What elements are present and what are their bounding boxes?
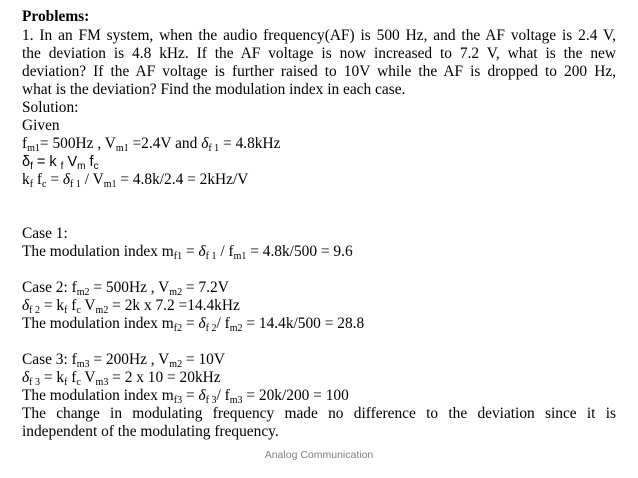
sensitivity-calc: $k_f$ $f_c = \delta_{f 1} / V_{m1} = 4.8k/2.4 = 2kHz/V$ [22,171,249,190]
footer-text: Analog Communication [264,449,374,461]
problems-heading: Problems: [22,8,90,25]
conclusion-line-2: independent of the modulating frequency. [22,423,279,440]
case3-deviation: $\delta_{f 3} = k_f$ $f_c$ $V_{m3} = 2$ x 10 = 20kHz [22,369,221,388]
problem-line-3: deviation? If the AF voltage is further raised to 10V while the AF is dropped to 200 Hz, [22,63,616,80]
case2-label: Case 2: $f_{m2} = 500Hz$ , $V_{m2} = 7.2V$ [22,279,229,298]
given-label: Given [22,117,60,134]
problem-line-1: 1. In an FM system, when the audio frequency(AF) is 500 Hz, and the AF voltage is 2.4 V, [22,27,616,44]
case1-modulation-index: The modulation index $m_{f1} = \delta_{f 1} / f_{m1} = 4.8k/500 = 9.6$ [22,243,353,262]
problem-line-4: what is the deviation? Find the modulation index in each case. [22,81,406,98]
deviation-formula: $\delta_f = k$ $_f$ $V_m$ $f_c$ [22,154,99,172]
case3-modulation-index: The modulation index $m_{f3} = \delta_{f 3}/$ $f_{m3} = 20k/200 = 100$ [22,387,349,406]
case3-label: Case 3: $f_{m3} = 200Hz$ , $V_{m2} = 10V$ [22,351,225,370]
conclusion-line-1: The change in modulating frequency made no difference to the deviation since it is [22,405,616,422]
case1-label: Case 1: [22,225,68,242]
problem-line-2: the deviation is 4.8 kHz. If the AF voltage is now increased to 7.2 V, what is the new [22,45,616,62]
given-values: $f_{m1}= 500Hz$ , $V_{m1} =2.4V$ and $\delta_{f 1} = 4.8kHz$ [22,135,281,154]
case2-deviation: $\delta_{f 2} = k_f$ $f_c$ $V_{m2} = 2k$ x 7.2 =14.4kHz [22,297,240,316]
case2-modulation-index: The modulation index $m_{f2} = \delta_{f 2}/$ $f_{m2} = 14.4k/500 = 28.8$ [22,315,365,334]
solution-label: Solution: [22,99,79,116]
